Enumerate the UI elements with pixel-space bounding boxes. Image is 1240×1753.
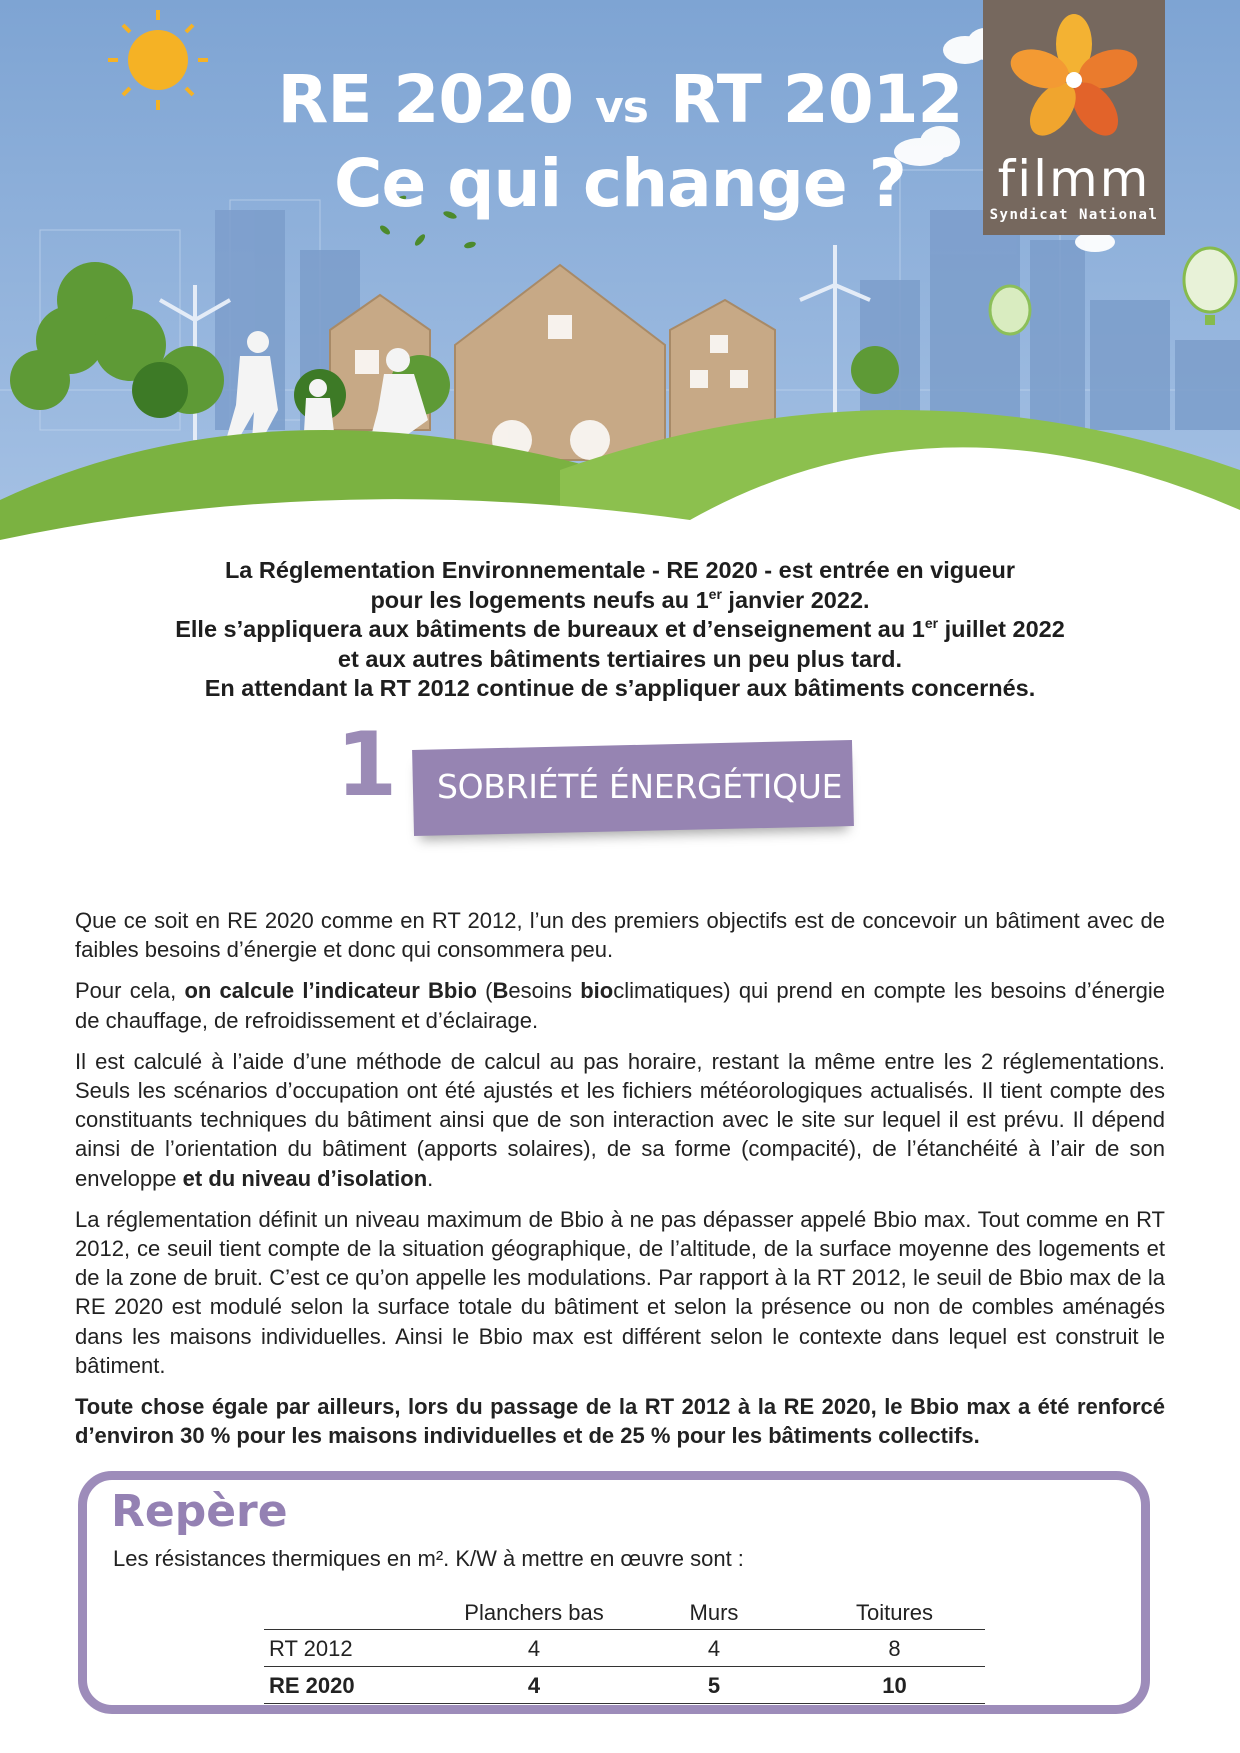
table-cell: RE 2020 [264,1667,444,1704]
title-rt2012: RT 2012 [647,61,963,138]
table-cell: 8 [804,1630,985,1667]
table-header: Murs [624,1594,804,1630]
table-cell: 4 [444,1667,624,1704]
table-header: Toitures [804,1594,985,1630]
repere-box [78,1471,1150,1714]
repere-subtitle: Les résistances thermiques en m². K/W à mettre en œuvre sont : [113,1546,744,1571]
paragraph-bold: Toute chose égale par ailleurs, lors du passage de la RT 2012 à la RE 2020, le Bbio max a été renforcé d’environ 30 % pour les maisons individuelles et de 25 % pour les bâtiments collectifs. [75,1394,1165,1449]
table-header-row [264,1594,985,1630]
body-text [75,906,1165,1462]
title-re2020: RE 2020 [277,61,596,138]
paragraph: Il est calculé à l’aide d’une méthode de calcul au pas horaire, restant la même entre les 2 réglementations. Seuls les scénarios d’occupation ont été ajustés et les fichiers météorologiques actualisés. Il tient compte des constituants techniques du bâtiment ainsi que de son interaction avec le site sur lequel il est prévu. Il dépend ainsi de l’orientation du bâtiment (apports solaires), de sa forme (compacité), de l’étanchéité à l’air de son enveloppe et du niveau d’isolation. [75,1048,1165,1191]
section-number: 1 [336,713,398,816]
title-vs: vs [595,82,648,133]
paragraph: La réglementation définit un niveau maximum de Bbio à ne pas dépasser appelé Bbio max. Tout comme en RT 2012, ce seuil tient compte de la situation géographique, de l’altitude, de la surface moyenne des logements et de la zone de bruit. C’est ce qu’on appelle les modulations. Par rapport à la RT 2012, le seuil de Bbio max de la RE 2020 est modulé selon la surface totale du bâtiment et selon la présence ou non de combles aménagés dans les maisons individuelles. Ainsi le Bbio max est différent selon le contexte dans lequel est construit le bâtiment. [75,1206,1165,1378]
intro-line: et aux autres bâtiments tertiaires un peu plus tard. [337,645,903,672]
section-title: SOBRIÉTÉ ÉNERGÉTIQUE [436,766,843,806]
title-subline: Ce qui change ? [334,145,906,222]
page-title [230,62,1010,222]
section-title-banner [412,740,854,836]
table-header: Planchers bas [444,1594,624,1630]
table-row [264,1667,985,1704]
intro-line: pour les logements neufs au 1er janvier 2022. [370,585,870,613]
paragraph: Que ce soit en RE 2020 comme en RT 2012, l’un des premiers objectifs est de concevoir un bâtiment avec de faibles besoins d’énergie et donc qui consommera peu. [75,908,1165,963]
filmm-logo [983,0,1165,235]
table-cell: 5 [624,1667,804,1704]
table-header [264,1594,444,1630]
logo-subtitle: Syndicat National [989,207,1159,223]
intro-paragraph [100,556,1140,704]
intro-line: En attendant la RT 2012 continue de s’appliquer aux bâtiments concernés. [204,675,1036,701]
logo-wordmark: filmm [997,150,1151,208]
table-cell: 4 [624,1630,804,1667]
repere-title: Repère [111,1486,288,1537]
table-row [264,1630,985,1667]
hero-banner [0,0,1240,590]
table-cell: 10 [804,1667,985,1704]
flower-icon [983,0,1165,150]
intro-line: Elle s’appliquera aux bâtiments de bureaux et d’enseignement au 1er juillet 2022 [175,615,1065,642]
table-cell: RT 2012 [264,1630,444,1667]
intro-line: La Réglementation Environnementale - RE 2020 - est entrée en vigueur [224,557,1016,583]
paragraph: Pour cela, on calcule l’indicateur Bbio (Besoins bioclimatiques) qui prend en compte les besoins d’énergie de chauffage, de refroidissement et d’éclairage. [75,978,1165,1033]
thermal-resistance-table [264,1594,985,1704]
table-cell: 4 [444,1630,624,1667]
